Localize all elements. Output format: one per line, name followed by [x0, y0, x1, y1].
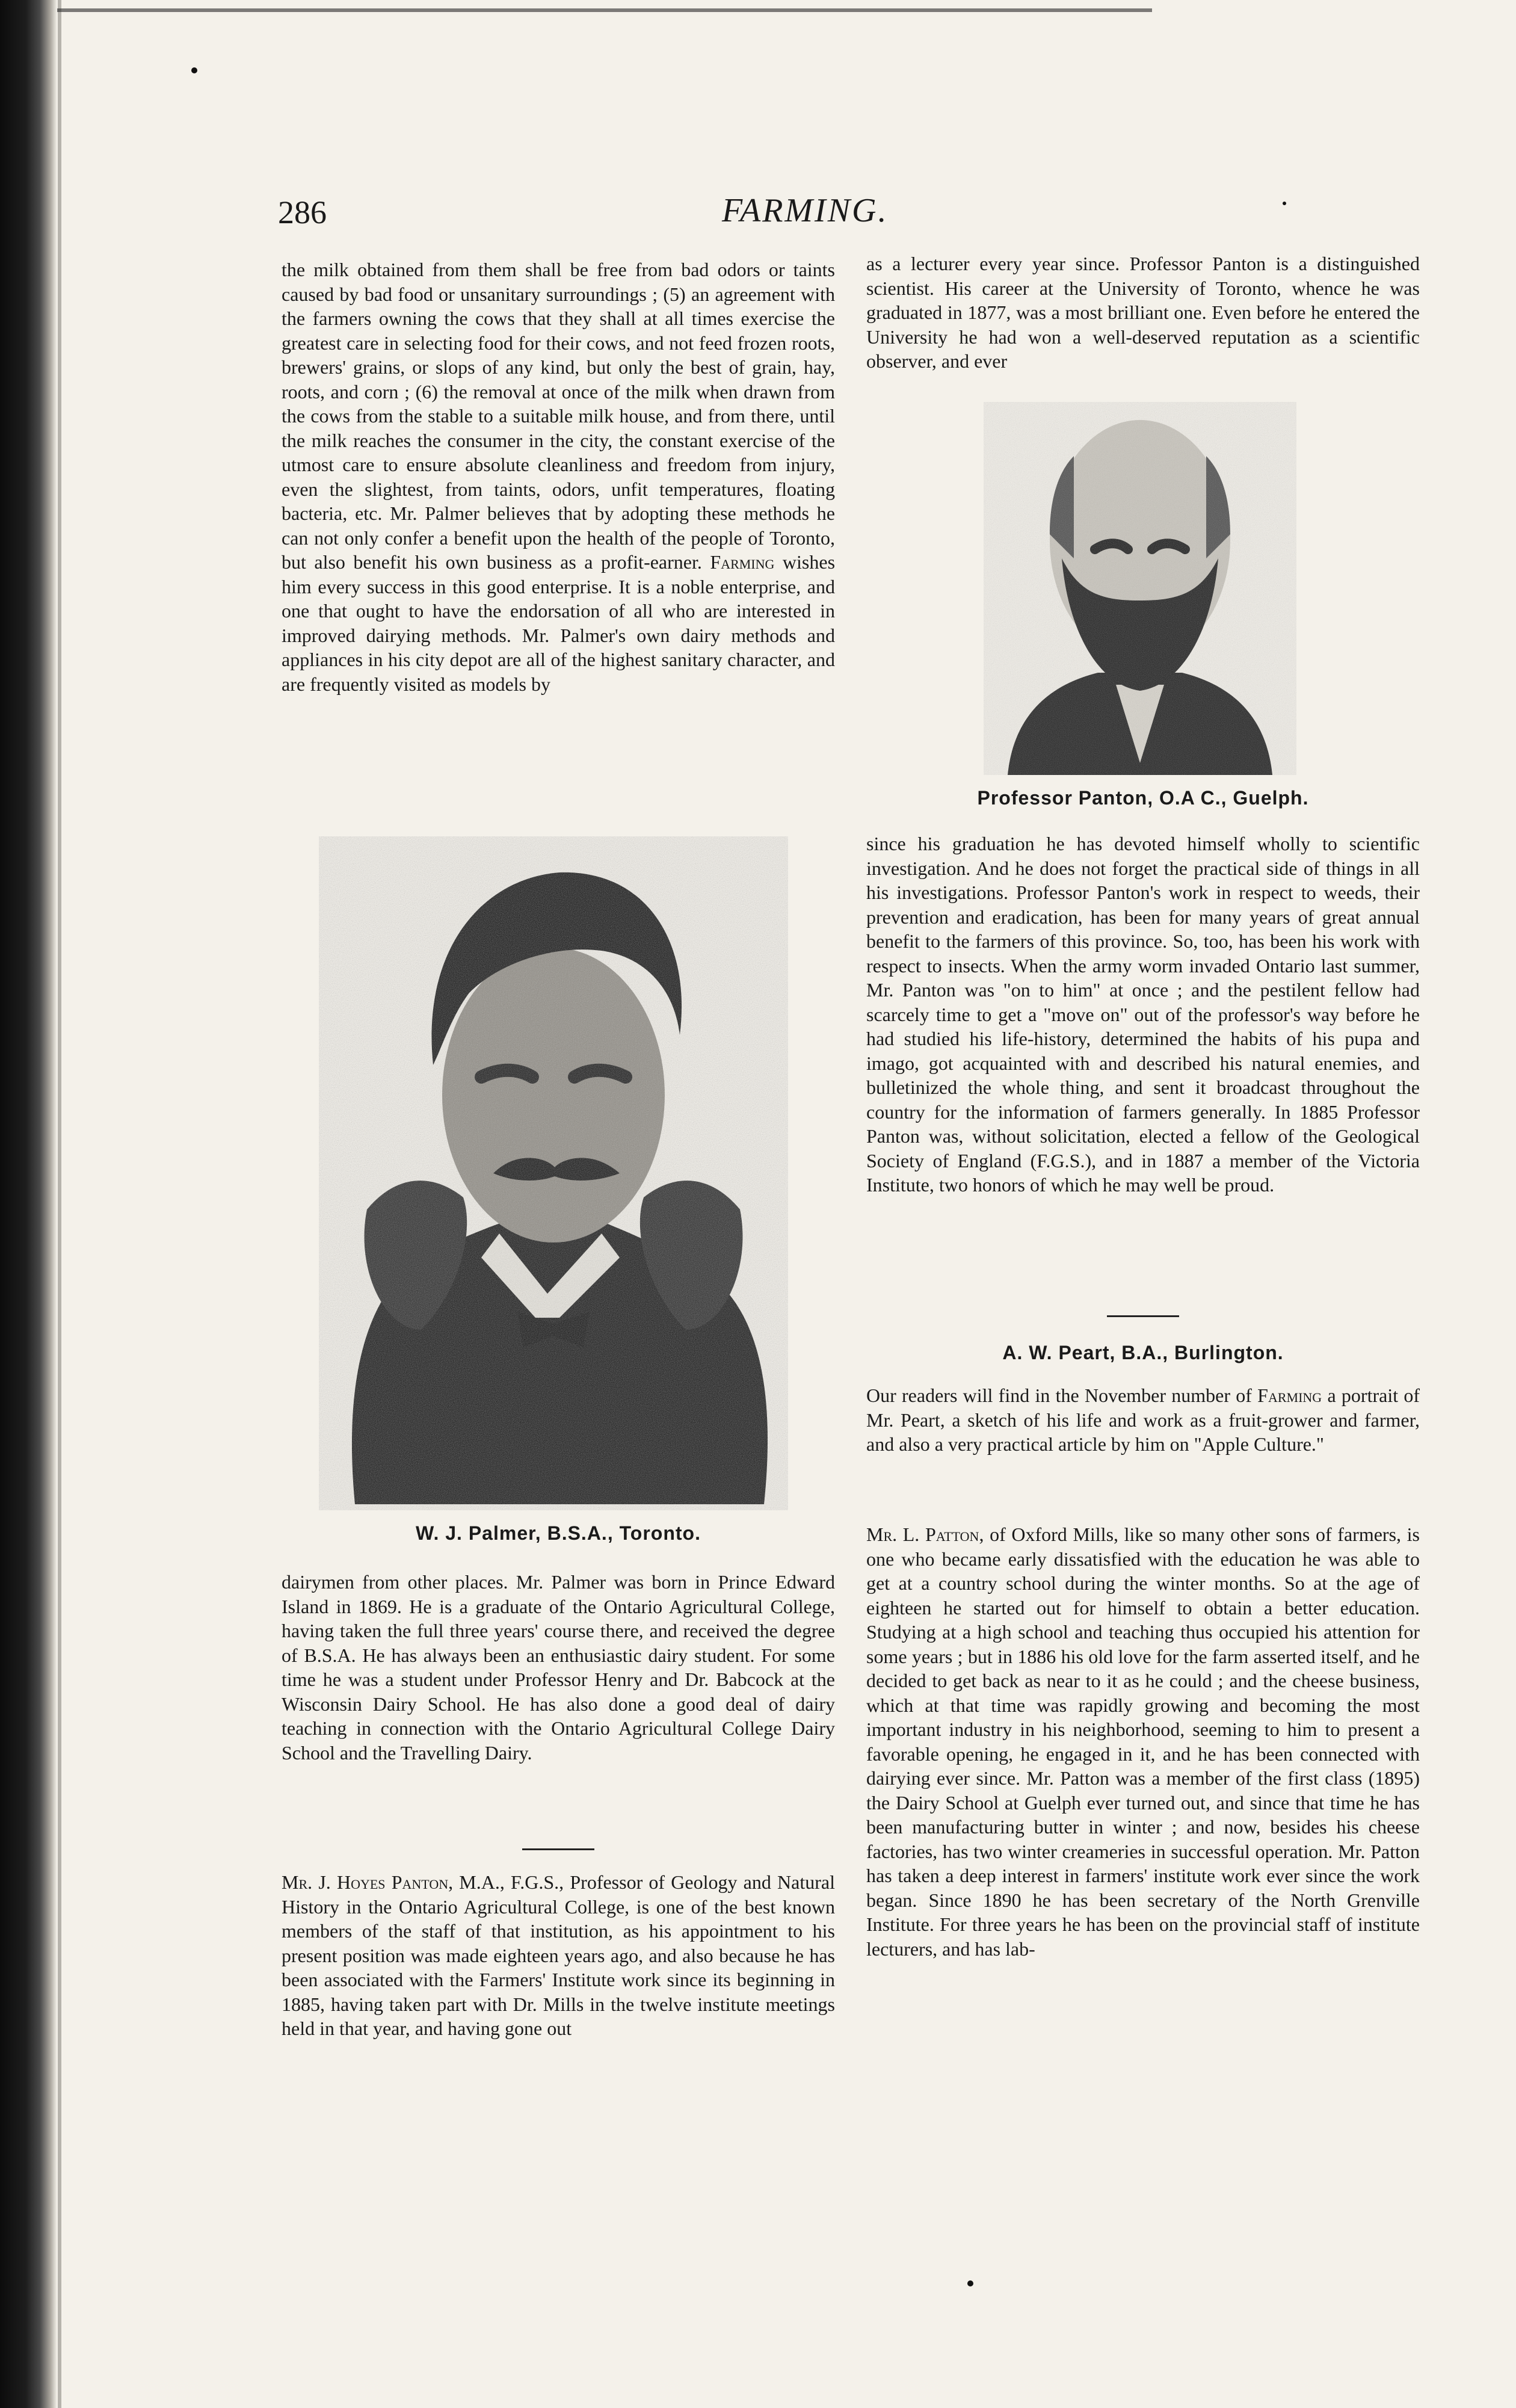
patton-article-text: Mr. L. Patton, of Oxford Mills, like so many other sons of farmers, is one who became early dissatisfied with the education he was able to get at a country school during the winter months. So at the age of eighteen he started out for himself to obtain a better education. Studying at a high school and teaching thus occupied his attention for some years ; but in 1886 his old love for the farm asserted itself, and he decided to get back as near to it as he could ; and the cheese business, which at that time was rapidly growing and becoming the most important industry in his neighborhood, seeming to him to present a favorable opening, he engaged in it, and he has been connected with dairying ever since. Mr. Patton was a member of the first class (1895) the Dairy School at Guelph ever turned out, and since that time he has been manufacturing butter in winter ; and now, besides his cheese factories, has two winter creameries in successful operation. Mr. Patton has taken a deep interest in farmers' institute work ever since the work began. Since 1890 he has been secretary of the North Grenville Institute. For three years he has been on the provincial staff of institute lecturers, and has lab- [866, 1524, 1420, 1960]
section-divider [522, 1848, 594, 1850]
peart-article-text: Our readers will find in the November number of Farming a portrait of Mr. Peart, a sketch of his life and work as a fruit-grower and farmer, and also a very practical article by him on "Apple Culture." [866, 1385, 1420, 1455]
peart-heading: A. W. Peart, B.A., Burlington. [1002, 1342, 1284, 1363]
top-edge-line [57, 8, 1152, 12]
print-speck [191, 67, 197, 73]
running-title: FARMING. [722, 192, 889, 229]
book-binding-edge [0, 0, 57, 2408]
palmer-portrait [319, 836, 788, 1510]
print-speck [1283, 202, 1286, 205]
panton-article-text: Mr. J. Hoyes Panton, M.A., F.G.S., Professor of Geology and Natural History in the Ontario Agricultural College, is one of the best known members of the staff of that institution, as his appointment to his present position was made eighteen years ago, and also because he has been associated with the Farmers' Institute work since its beginning in 1885, having taken part with Dr. Mills in the twelve institute meetings held in that year, and having gone out [282, 1871, 835, 2039]
section-divider [1107, 1315, 1179, 1317]
panton-biography-text: since his graduation he has devoted himself wholly to scientific investigation. And he does not forget the practical side of things in all his investigations. Professor Panton's work in respect to weeds, their prevention and eradication, has been for many years of great annual benefit to the farmers of this province. So, too, has been his work with respect to insects. When the army worm invaded Ontario last summer, Mr. Panton was "on to him" at once ; and the pestilent fellow had scarcely time to get a "move on" out of the professor's way before he had studied his life-history, determined the habits of his pupa and imago, got acquainted with and described his natural enemies, and bulletinized the whole thing, and sent it broadcast throughout the country for the information of farmers generally. In 1885 Professor Panton was, without solicitation, elected a fellow of the Geological Society of England (F.G.S.), and in 1887 a member of the Victoria Institute, two honors of which he may well be proud. [866, 833, 1420, 1196]
panton-career-text: as a lecturer every year since. Professor Panton is a distinguished scientist. His career at the University of Toronto, whence he was graduated in 1877, was a most brilliant one. Even before he entered the University he had won a well-deserved reputation as a scientific observer, and ever [866, 253, 1420, 372]
print-speck [967, 2280, 973, 2286]
page-number: 286 [278, 194, 327, 230]
palmer-biography-text: dairymen from other places. Mr. Palmer was born in Prince Edward Island in 1869. He is a graduate of the Ontario Agricultural College, having taken the full three years' course there, and received the degree of B.S.A. He has always been an enthusiastic dairy student. For some time he was a student under Professor Henry and Dr. Babcock at the Wisconsin Dairy School. He has also done a good deal of dairy teaching in connection with the Ontario Agricultural College Dairy School and the Travelling Dairy. [282, 1571, 835, 1764]
palmer-article-text: the milk obtained from them shall be free from bad odors or taints caused by bad food or unsanitary surroundings ; (5) an agreement with the farmers owning the cows that they shall at all times exercise the greatest care in selecting food for their cows, and not feed frozen roots, brewers' grains, or slops of any kind, but only the best of grain, hay, roots, and corn ; (6) the removal at once of the milk when drawn from the cows from the stable to a suitable milk house, and from there, until the milk reaches the consumer in the city, the constant exercise of the utmost care to ensure absolute cleanliness and freedom from injury, even the slightest, from taints, odors, unfit temperatures, floating bacteria, etc. Mr. Palmer believes that by adopting these methods he can not only confer a benefit upon the health of the people of Toronto, but also benefit his own business as a profit-earner. Farming wishes him every success in this good enterprise. It is a noble enterprise, and one that ought to have the endorsation of all who are interested in improved dairying methods. Mr. Palmer's own dairy methods and appliances in his city depot are all of the highest sanitary character, and are frequently visited as models by [282, 259, 836, 695]
panton-portrait [984, 402, 1296, 775]
binding-shadow [58, 0, 61, 2408]
panton-caption: Professor Panton, O.A C., Guelph. [977, 787, 1309, 809]
palmer-caption: W. J. Palmer, B.S.A., Toronto. [416, 1522, 701, 1544]
